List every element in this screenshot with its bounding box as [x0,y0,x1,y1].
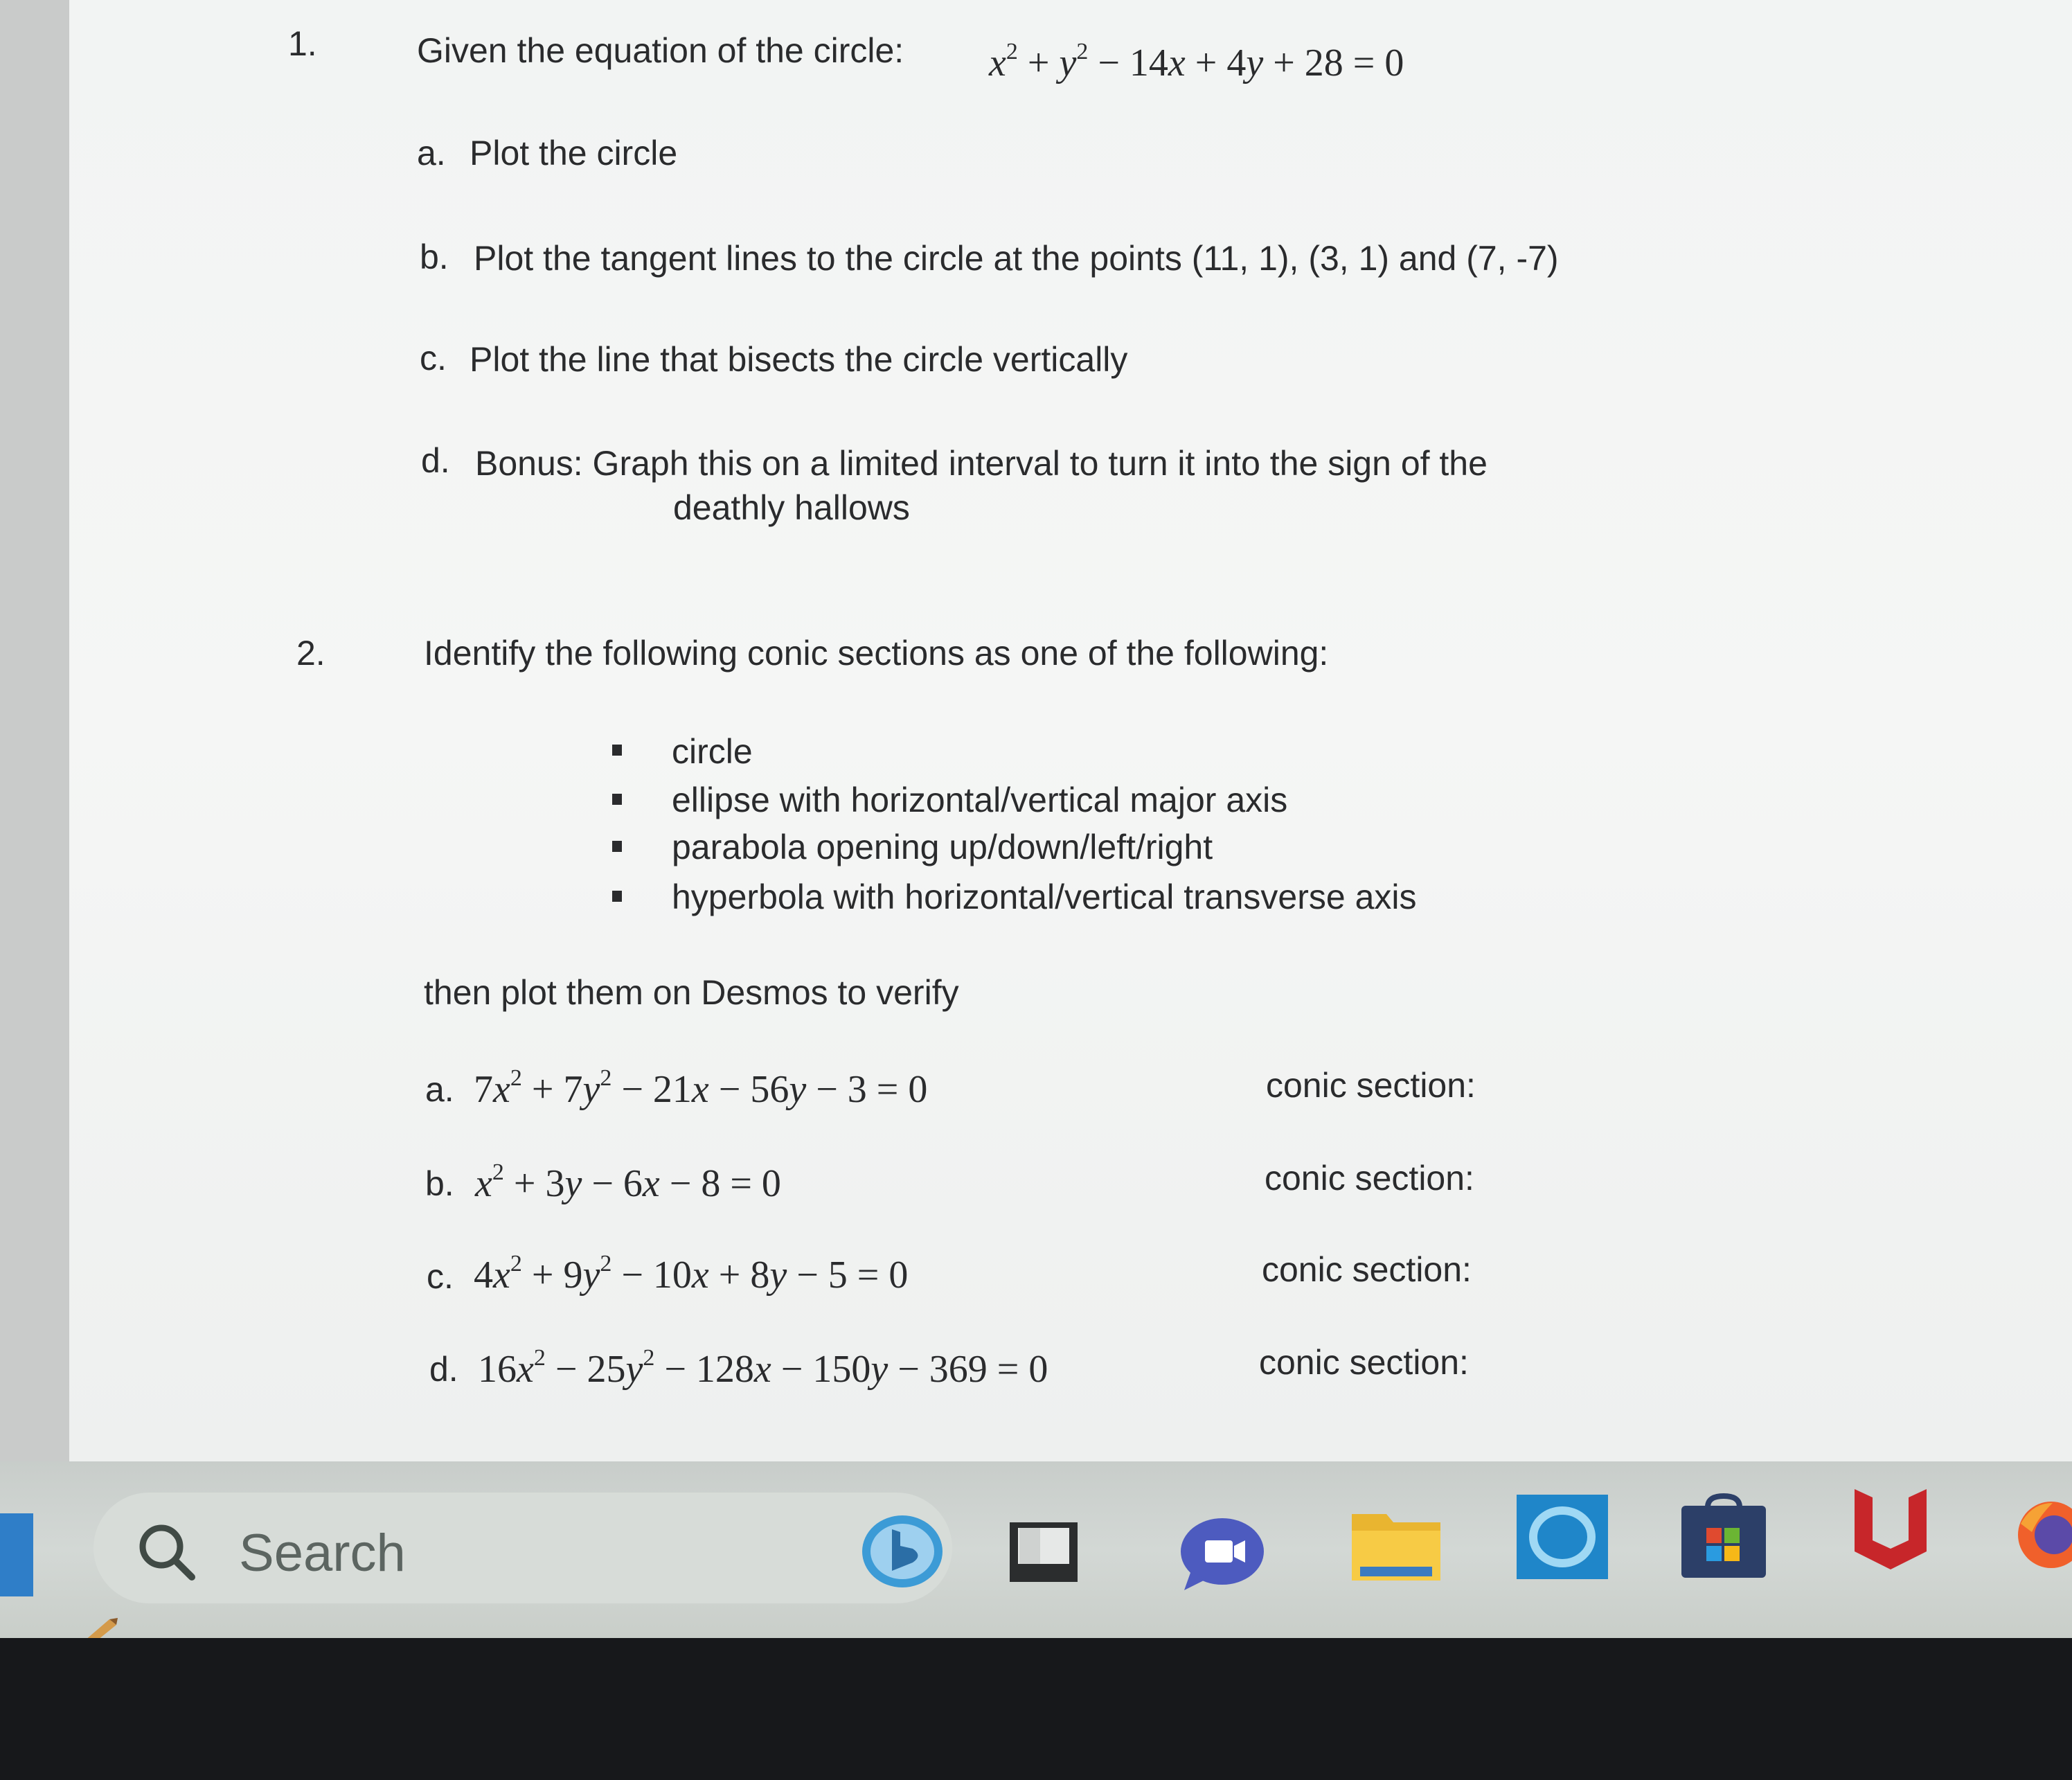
q1-part-d-continuation: deathly hallows [673,488,910,527]
bullet-square [612,745,622,756]
bullet-square [612,841,622,852]
firefox-icon[interactable] [2011,1496,2072,1572]
start-button[interactable] [0,1513,33,1596]
q2-item-d-label: d. [429,1350,458,1389]
mcafee-icon[interactable] [1848,1482,1933,1574]
file-explorer-app-icon[interactable] [1006,1518,1082,1587]
window-left-edge [0,0,69,1468]
question-1-equation: $x^2 + y^2 - 14x + 4y + 28 = 0$ [989,39,1404,84]
q2-item-a-label: a. [425,1070,454,1109]
bullet-square [612,891,622,902]
q1-part-d-label: d. [421,441,450,480]
bullet-square [612,794,622,805]
conic-section-label: conic section: [1265,1159,1474,1198]
q2-item-b-equation: $x^2 + 3y - 6x - 8 = 0$ [475,1159,781,1205]
cortana-icon[interactable] [1514,1492,1611,1582]
conic-section-label: conic section: [1266,1066,1476,1105]
conic-section-label: conic section: [1262,1250,1472,1289]
taskbar [0,1461,2072,1638]
q1-part-b-text: Plot the tangent lines to the circle at the points (11, 1), (3, 1) and (7, -7) [474,239,1559,278]
q2-item-c-equation: $4x^2 + 9y^2 - 10x + 8y - 5 = 0$ [474,1251,909,1297]
search-icon [135,1520,197,1583]
option-parabola: parabola opening up/down/left/right [672,828,1213,866]
question-2-number: 2. [296,634,325,673]
question-2-intro: Identify the following conic sections as one of the following: [424,634,1329,673]
store-icon[interactable] [1679,1493,1769,1581]
monitor-bezel [0,1638,2072,1780]
q1-part-c-label: c. [420,339,447,377]
teams-icon[interactable] [1177,1515,1267,1592]
conic-section-label: conic section: [1259,1343,1469,1382]
q1-part-d-text: Bonus: Graph this on a limited interval to turn it into the sign of the [475,444,1488,483]
q1-part-b-label: b. [420,238,449,276]
question-1-number: 1. [288,24,317,63]
question-1-intro: Given the equation of the circle: [417,31,904,70]
bing-icon[interactable] [857,1510,947,1593]
taskbar-search-box[interactable] [93,1493,952,1603]
folder-icon[interactable] [1348,1503,1445,1586]
q2-item-c-label: c. [427,1257,454,1296]
document-page [69,0,2072,1461]
q1-part-a-label: a. [417,134,446,172]
option-hyperbola: hyperbola with horizontal/vertical transverse axis [672,878,1417,916]
q2-item-a-equation: $7x^2 + 7y^2 - 21x - 56y - 3 = 0$ [474,1065,928,1111]
q1-part-c-text: Plot the line that bisects the circle vertically [470,340,1128,379]
q2-item-d-equation: $16x^2 - 25y^2 - 128x - 150y - 369 = 0$ [478,1345,1048,1391]
option-ellipse: ellipse with horizontal/vertical major axis [672,781,1288,819]
q2-item-b-label: b. [425,1164,454,1203]
q1-part-a-text: Plot the circle [470,134,678,172]
question-2-instruction: then plot them on Desmos to verify [424,973,959,1012]
option-circle: circle [672,732,753,771]
search-label: Search [239,1524,406,1583]
